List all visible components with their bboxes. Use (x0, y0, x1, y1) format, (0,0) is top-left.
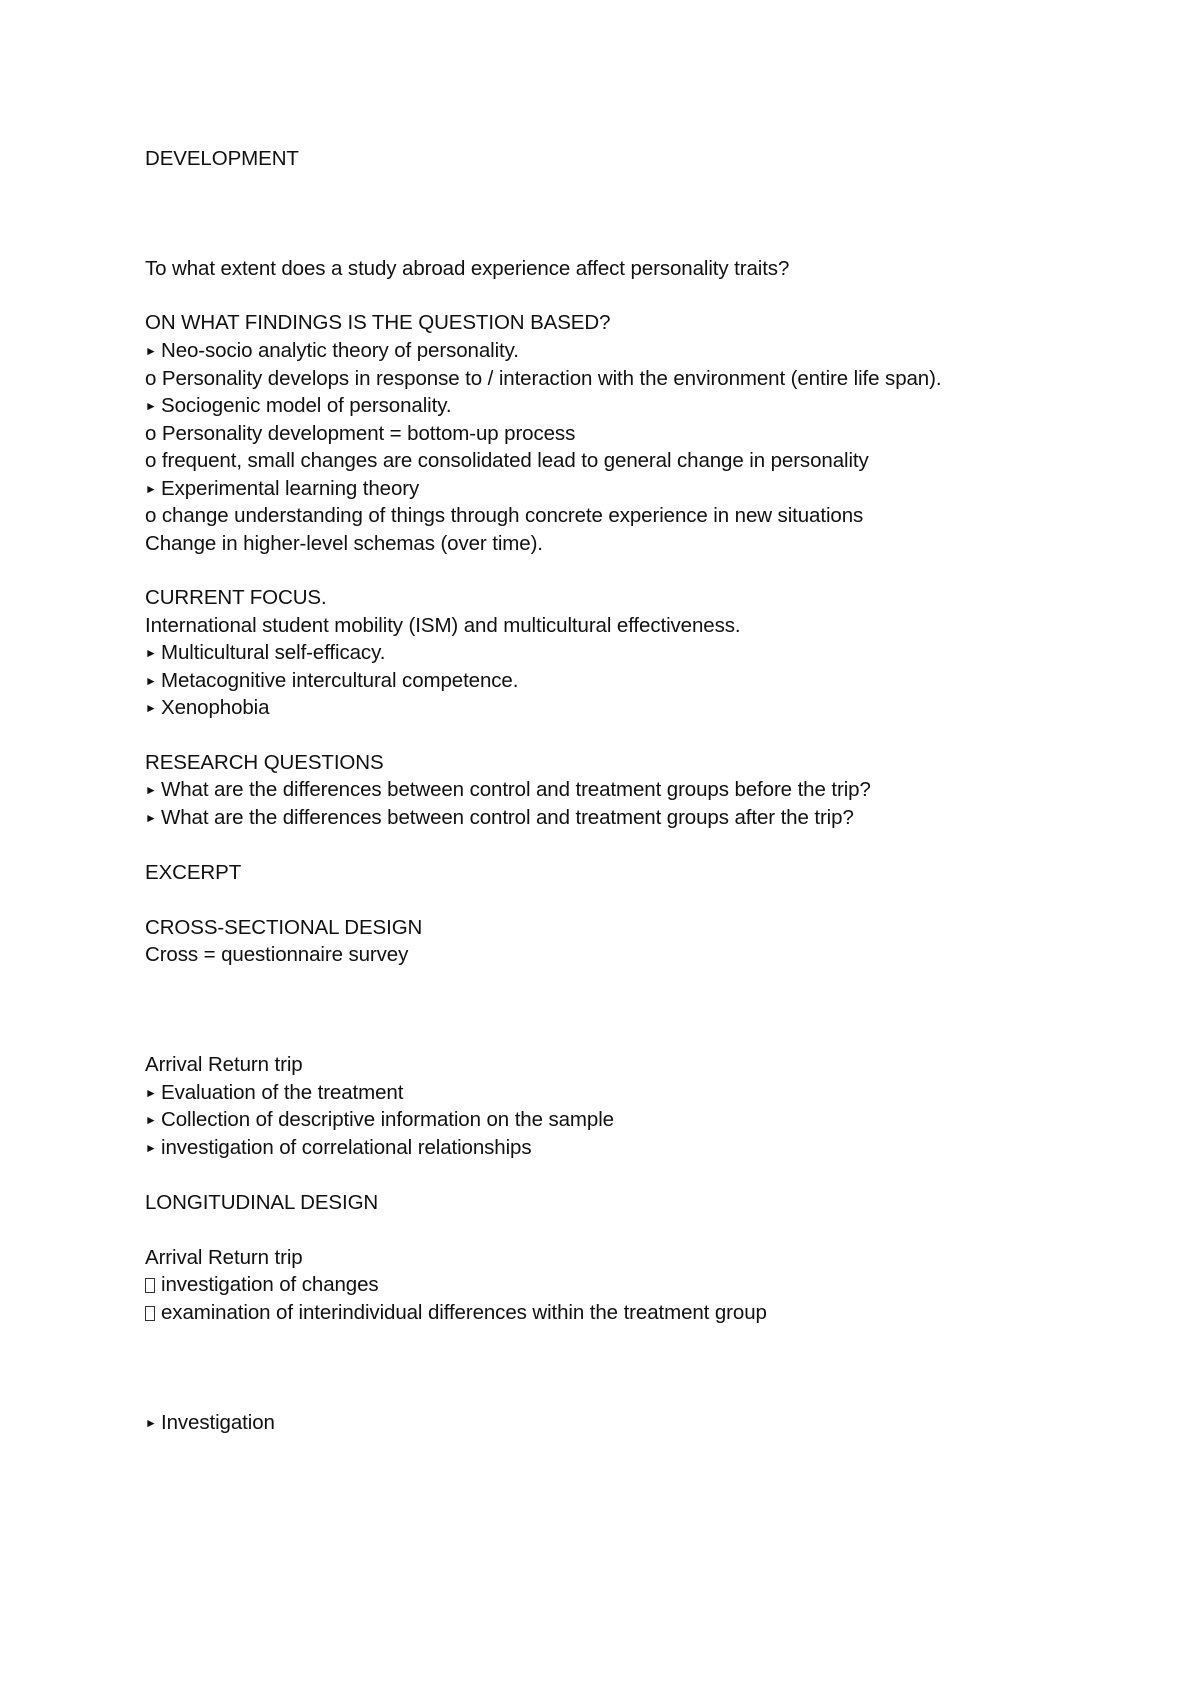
arrow-bullet-icon: ► (145, 674, 157, 688)
findings-subitem: o Personality develops in response to / interaction with the environment (entire life span). (145, 367, 942, 390)
arrow-bullet-icon: ► (145, 1113, 157, 1127)
missing-glyph-icon (145, 1278, 155, 1293)
cross-sectional-item (145, 1080, 403, 1106)
cross-sectional-item (145, 1135, 532, 1161)
longitudinal-item (145, 1272, 379, 1298)
findings-item-text: Neo-socio analytic theory of personality. (161, 339, 519, 362)
cross-sectional-text: Cross = questionnaire survey (145, 943, 409, 966)
arrow-bullet-icon: ► (145, 1416, 157, 1430)
arrow-bullet-icon: ► (145, 399, 157, 413)
findings-text: Change in higher-level schemas (over time). (145, 532, 543, 555)
focus-item (145, 668, 518, 694)
cross-sectional-item (145, 1107, 614, 1133)
arrow-bullet-icon: ► (145, 1086, 157, 1100)
findings-item (145, 338, 519, 364)
arrow-bullet-icon: ► (145, 344, 157, 358)
cross-sectional-item-text: investigation of correlational relationships (161, 1136, 532, 1159)
findings-heading: ON WHAT FINDINGS IS THE QUESTION BASED? (145, 311, 611, 334)
doc-title: DEVELOPMENT (145, 147, 299, 170)
cross-sectional-text: Arrival Return trip (145, 1053, 303, 1076)
longitudinal-heading: LONGITUDINAL DESIGN (145, 1191, 379, 1214)
arrow-bullet-icon: ► (145, 701, 157, 715)
arrow-bullet-icon: ► (145, 1141, 157, 1155)
findings-subitem: o Personality development = bottom-up process (145, 422, 576, 445)
excerpt-heading: EXCERPT (145, 861, 242, 884)
investigation-item-text: Investigation (161, 1411, 275, 1434)
arrow-bullet-icon: ► (145, 482, 157, 496)
arrow-bullet-icon: ► (145, 783, 157, 797)
focus-text: International student mobility (ISM) and multicultural effectiveness. (145, 614, 741, 637)
arrow-bullet-icon: ► (145, 646, 157, 660)
longitudinal-text: Arrival Return trip (145, 1246, 303, 1269)
longitudinal-item-text: investigation of changes (161, 1273, 379, 1296)
focus-item (145, 640, 385, 666)
findings-item (145, 476, 419, 502)
findings-item (145, 393, 451, 419)
arrow-bullet-icon: ► (145, 811, 157, 825)
investigation-item (145, 1410, 275, 1436)
focus-item-text: Metacognitive intercultural competence. (161, 669, 519, 692)
longitudinal-item (145, 1300, 767, 1326)
rq-heading: RESEARCH QUESTIONS (145, 751, 384, 774)
cross-sectional-heading: CROSS-SECTIONAL DESIGN (145, 916, 423, 939)
findings-subitem: o change understanding of things through concrete experience in new situations (145, 504, 864, 527)
rq-item-text: What are the differences between control and treatment groups before the trip? (161, 778, 871, 801)
focus-item (145, 695, 269, 721)
findings-subitem: o frequent, small changes are consolidated lead to general change in personality (145, 449, 869, 472)
rq-item (145, 805, 854, 831)
focus-heading: CURRENT FOCUS. (145, 586, 327, 609)
rq-item (145, 777, 871, 803)
focus-item-text: Xenophobia (161, 696, 270, 719)
research-question-text: To what extent does a study abroad experience affect personality traits? (145, 257, 790, 280)
findings-item-text: Sociogenic model of personality. (161, 394, 452, 417)
cross-sectional-item-text: Collection of descriptive information on the sample (161, 1108, 614, 1131)
focus-item-text: Multicultural self-efficacy. (161, 641, 386, 664)
cross-sectional-item-text: Evaluation of the treatment (161, 1081, 404, 1104)
findings-item-text: Experimental learning theory (161, 477, 420, 500)
longitudinal-item-text: examination of interindividual differences within the treatment group (161, 1301, 767, 1324)
missing-glyph-icon (145, 1306, 155, 1321)
rq-item-text: What are the differences between control and treatment groups after the trip? (161, 806, 854, 829)
